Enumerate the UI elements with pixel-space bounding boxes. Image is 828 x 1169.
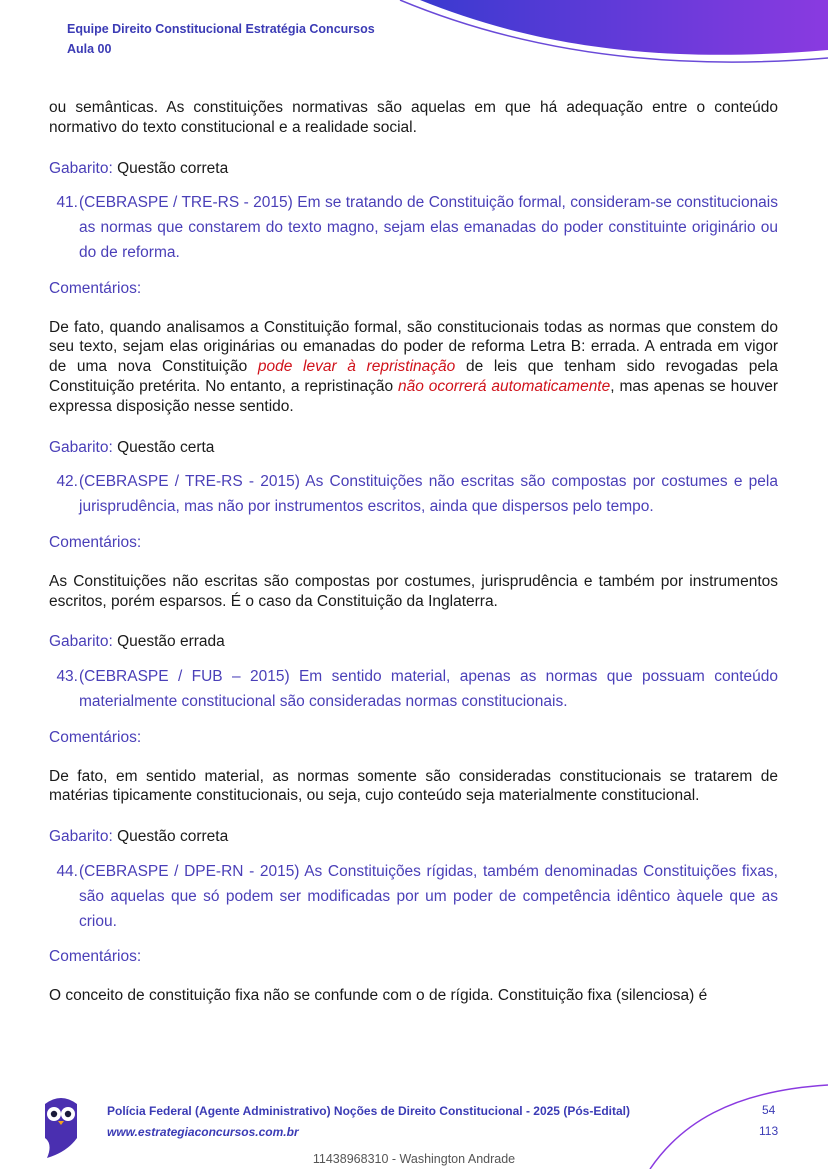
page-content xyxy=(49,98,778,1006)
question-number: 41. xyxy=(56,194,78,212)
question-42 xyxy=(49,470,778,520)
question-number: 42. xyxy=(56,473,78,491)
answer-value: Questão correta xyxy=(112,828,229,846)
question-text: (CEBRASPE / TRE-RS - 2015) As Constituições não escritas são compostas por costumes e pela jurisprudência, mas não por instrumentos escritos, ainda que dispersos pelo tempo. xyxy=(79,473,778,516)
question-text: (CEBRASPE / FUB – 2015) Em sentido material, apenas as normas que possuam conteúdo materialmente constitucional são consideradas normas constitucionais. xyxy=(79,668,778,710)
highlight-text: não ocorrerá automaticamente xyxy=(397,377,611,395)
page-total: 113 xyxy=(759,1124,779,1138)
question-number: 44. xyxy=(56,862,78,880)
footer-course-title: Polícia Federal (Agente Administrativo) Noções de Direito Constitucional - 2025 (Pós-Edital) xyxy=(107,1104,630,1118)
answer-key xyxy=(49,438,778,458)
owl-logo-icon xyxy=(41,1094,81,1160)
header-decoration xyxy=(0,0,828,75)
answer-value: Questão correta xyxy=(112,159,229,177)
watermark: 11438968310 - Washington Andrade xyxy=(312,1152,516,1166)
answer-label: Gabarito: xyxy=(49,438,113,456)
comments-heading: Comentários: xyxy=(49,728,142,746)
answer-value: Questão errada xyxy=(112,633,225,651)
comments-heading: Comentários: xyxy=(49,533,142,551)
answer-label: Gabarito: xyxy=(49,159,113,177)
comment-43: De fato, em sentido material, as normas somente são consideradas constitucionais se tratarem de matérias tipicamente constitucionais, ou seja, cujo conteúdo seja materialmente constitucional. xyxy=(49,767,778,805)
question-43 xyxy=(49,665,778,715)
question-41 xyxy=(49,191,778,265)
paragraph-continuation: ou semânticas. As constituições normativas são aquelas em que há adequação entre o conteúdo normativo do texto constitucional e a realidade social. xyxy=(49,99,778,136)
comment-44: O conceito de constituição fixa não se confunde com o de rígida. Constituição fixa (silenciosa) é xyxy=(49,987,708,1005)
answer-key xyxy=(49,827,778,847)
header-lesson: Aula 00 xyxy=(67,42,112,56)
header-team-title: Equipe Direito Constitucional Estratégia Concursos xyxy=(67,22,375,36)
question-text: (CEBRASPE / TRE-RS - 2015) Em se tratando de Constituição formal, consideram-se constitucionais as normas que constarem do texto magno, sejam elas emanadas do poder constituinte originário ou do de reforma. xyxy=(79,194,778,261)
answer-label: Gabarito: xyxy=(49,633,113,651)
comments-heading: Comentários: xyxy=(49,279,142,297)
answer-key xyxy=(49,159,778,179)
question-number: 43. xyxy=(56,668,78,686)
comment-42: As Constituições não escritas são compostas por costumes, jurisprudência e também por instrumentos escritos, porém esparsos. É o caso da Constituição da Inglaterra. xyxy=(49,572,778,610)
answer-label: Gabarito: xyxy=(49,828,113,846)
highlight-text: pode levar à repristinação xyxy=(257,358,456,376)
comments-heading: Comentários: xyxy=(49,948,142,966)
question-text: (CEBRASPE / DPE-RN - 2015) As Constituições rígidas, também denominadas Constituições fixas, são aquelas que só podem ser modificadas por um poder de competência idêntico àquele que as criou. xyxy=(79,862,778,930)
footer-website-link[interactable]: www.estrategiaconcursos.com.br xyxy=(107,1125,299,1139)
answer-value: Questão certa xyxy=(112,438,215,456)
answer-key xyxy=(49,632,778,652)
question-44 xyxy=(49,860,778,934)
comment-41: De fato, quando analisamos a Constituição formal, são constitucionais todas as normas que constem do seu texto, sejam elas originárias ou emanadas do poder de reforma Letra B: errada. A entrada em vigor de uma nova Constituição pode levar à repristinação de leis que tenham sido revogadas pela Constituição pretérita. No entanto, a repristinação não ocorrerá automaticamente, mas apenas se houver expressa disposição nesse sentido. xyxy=(49,318,779,415)
page-number: 54 xyxy=(762,1103,776,1117)
